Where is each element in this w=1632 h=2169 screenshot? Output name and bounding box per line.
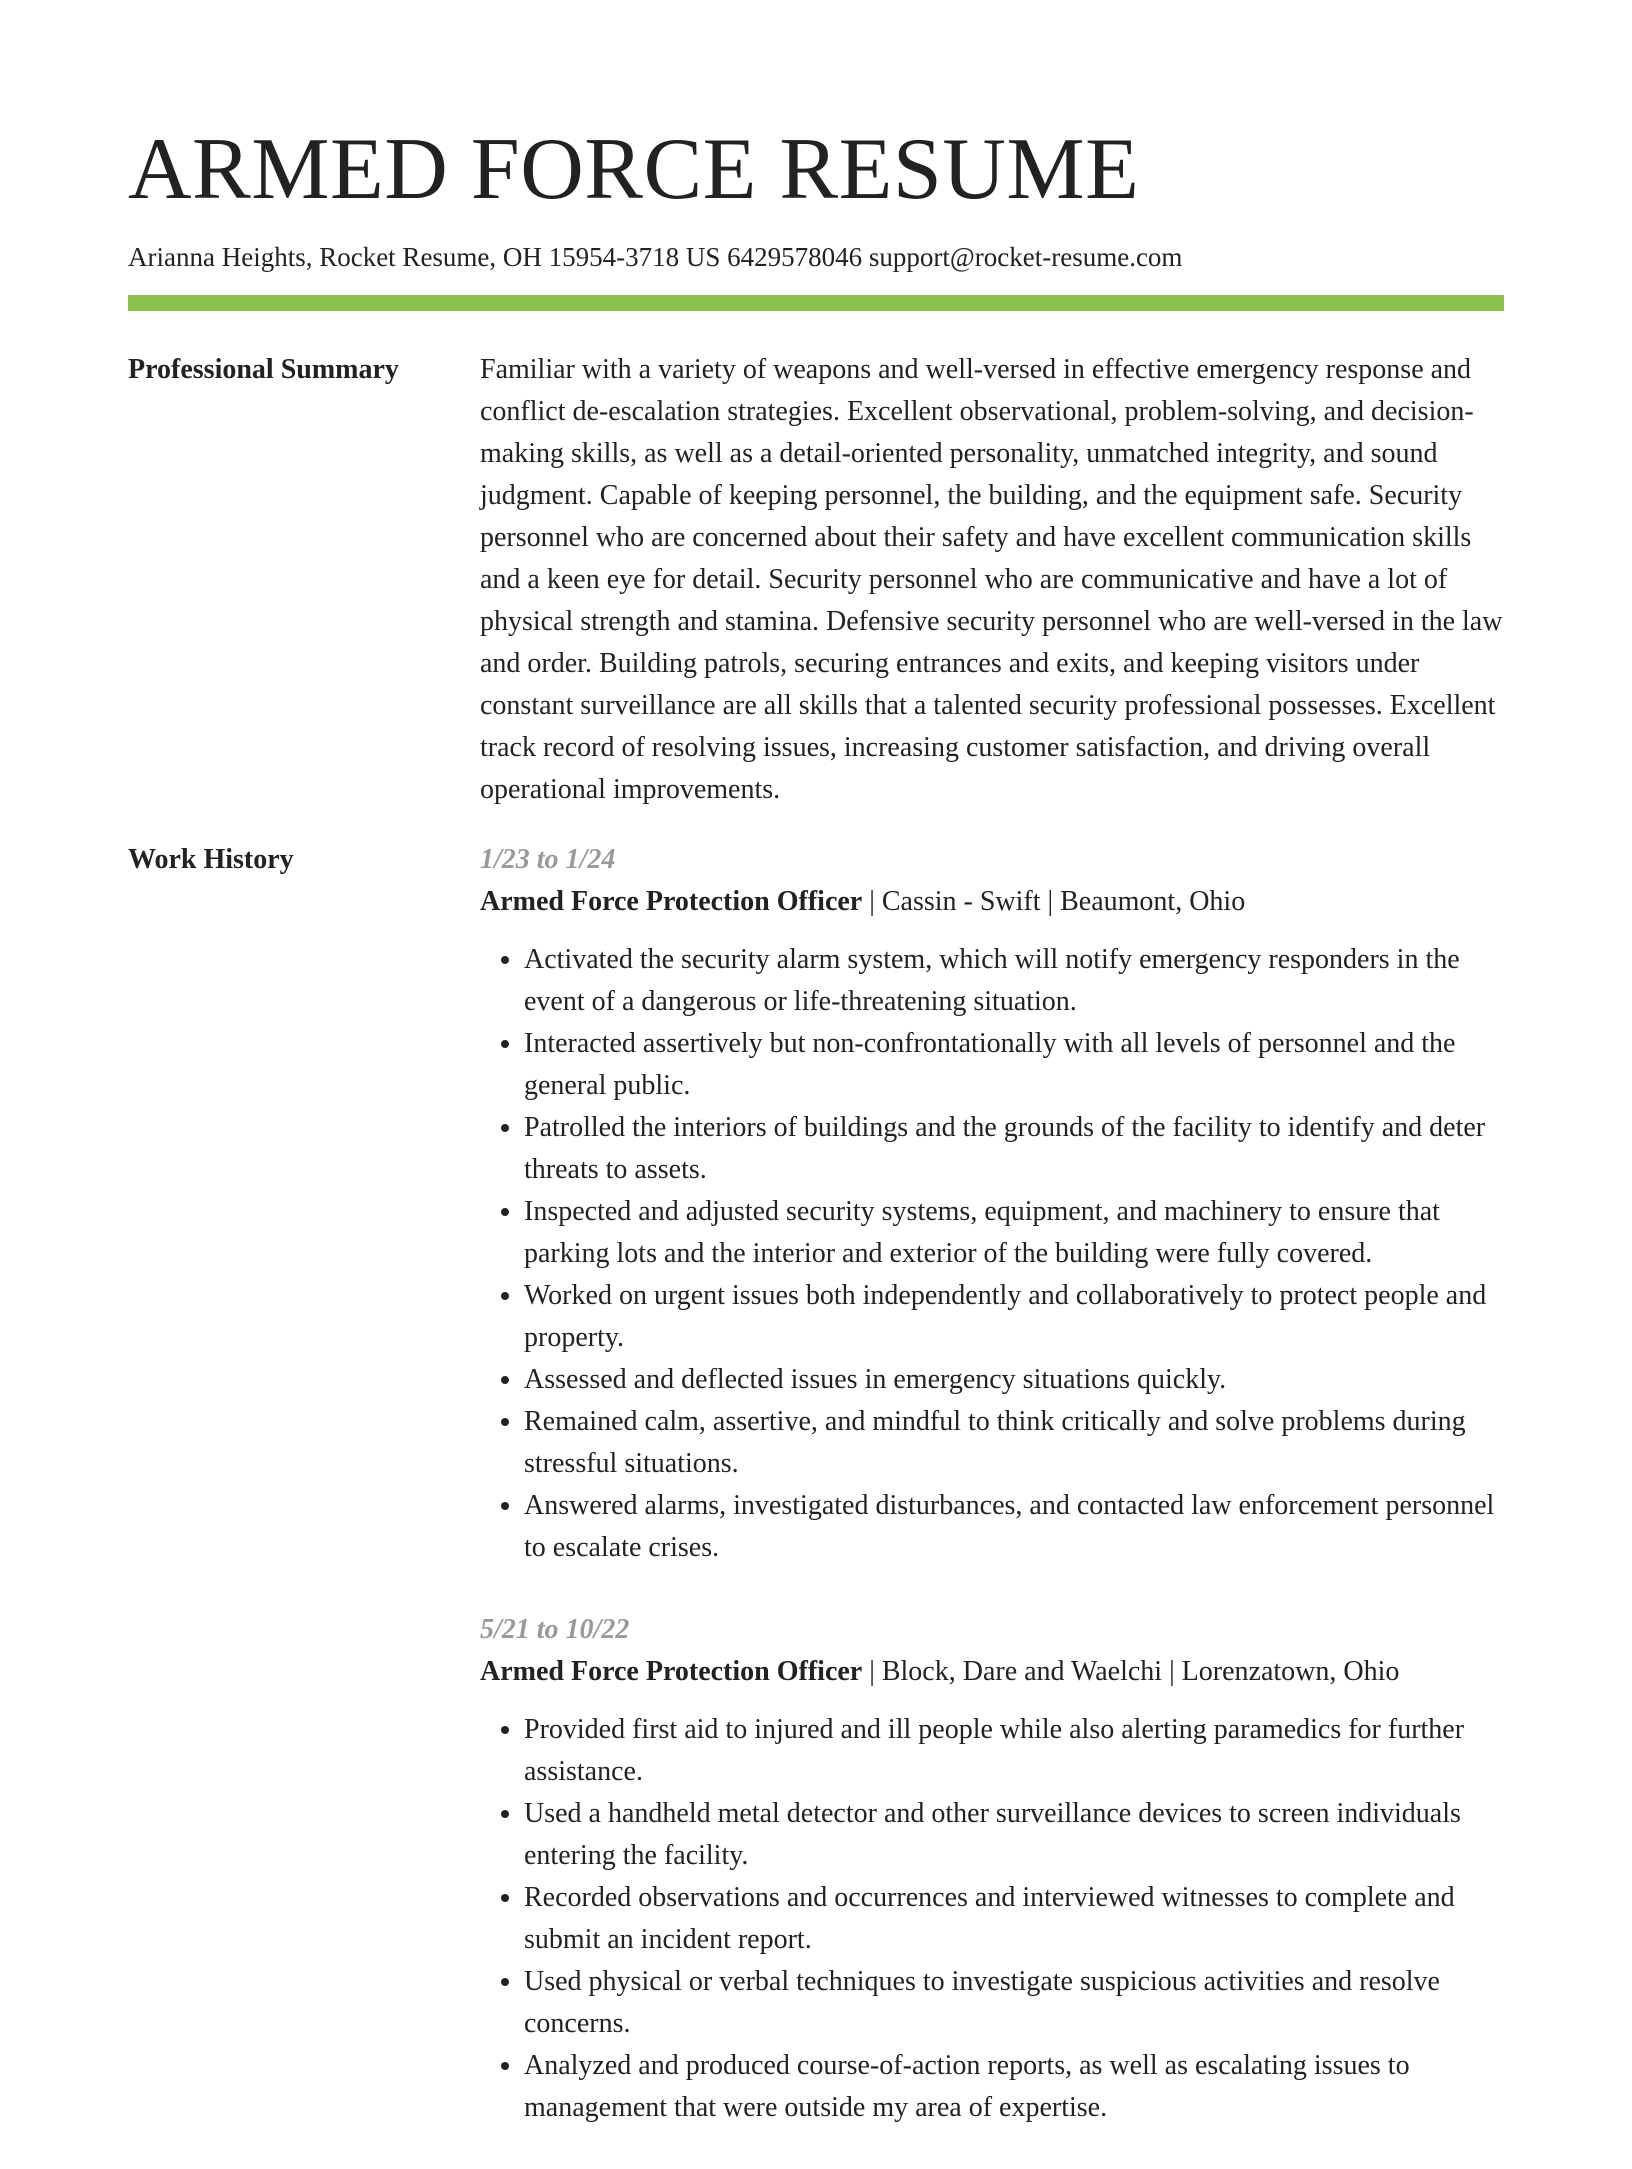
- job-bullet: • Patrolled the interiors of buildings and the grounds of the facility to identify and deter threats to assets.: [524, 1107, 1504, 1191]
- job-entry: [480, 1609, 1504, 2129]
- summary-section: [128, 349, 1504, 811]
- summary-body: [480, 349, 1504, 811]
- job-title: Armed Force Protection Officer: [480, 1656, 863, 1687]
- job-title: Armed Force Protection Officer: [480, 886, 863, 917]
- accent-divider: [128, 295, 1504, 311]
- work-history-section: [128, 839, 1504, 2169]
- job-bullet: • Provided first aid to injured and ill people while also alerting paramedics for further assistance.: [524, 1709, 1504, 1793]
- job-bullet: • Answered alarms, investigated disturbances, and contacted law enforcement personnel to escalate crises.: [524, 1485, 1504, 1569]
- job-bullet: • Worked on urgent issues both independently and collaboratively to protect people and property.: [524, 1275, 1504, 1359]
- job-bullet-list: [480, 939, 1504, 1569]
- job-bullet: • Inspected and adjusted security systems, equipment, and machinery to ensure that parking lots and the interior and exterior of the building were fully covered.: [524, 1191, 1504, 1275]
- contact-line: Arianna Heights, Rocket Resume, OH 15954-3718 US 6429578046 support@rocket-resume.com: [128, 242, 1183, 272]
- job-bullet: • Interacted assertively but non-confrontationally with all levels of personnel and the general public.: [524, 1023, 1504, 1107]
- job-bullet: • Recorded observations and occurrences and interviewed witnesses to complete and submit an incident report.: [524, 1877, 1504, 1961]
- job-bullet: • Used a handheld metal detector and other surveillance devices to screen individuals entering the facility.: [524, 1793, 1504, 1877]
- job-dates: 1/23 to 1/24: [480, 844, 616, 875]
- job-employer-location: | Cassin - Swift | Beaumont, Ohio: [862, 886, 1246, 917]
- job-employer-location: | Block, Dare and Waelchi | Lorenzatown, Ohio: [862, 1656, 1400, 1687]
- summary-text: Familiar with a variety of weapons and well-versed in effective emergency response and conflict de-escalation strategies. Excellent observational, problem-solving, and decision-making skills, as well as a detail-oriented personality, unmatched integrity, and sound judgment. Capable of keeping personnel, the building, and the equipment safe. Security personnel who are concerned about their safety and have excellent communication skills and a keen eye for detail. Security personnel who are communicative and have a lot of physical strength and stamina. Defensive security personnel who are well-versed in the law and order. Building patrols, securing entrances and exits, and keeping visitors under constant surveillance are all skills that a talented security professional possesses. Excellent track record of resolving issues, increasing customer satisfaction, and driving overall operational improvements.: [480, 354, 1503, 805]
- resume-title: ARMED FORCE RESUME: [128, 121, 1140, 218]
- job-heading: [480, 1651, 1504, 1693]
- job-bullet: • Assessed and deflected issues in emergency situations quickly.: [524, 1359, 1504, 1401]
- job-entry: [480, 839, 1504, 1569]
- job-heading: [480, 881, 1504, 923]
- job-bullet: • Remained calm, assertive, and mindful to think critically and solve problems during stressful situations.: [524, 1401, 1504, 1485]
- job-bullet: • Used physical or verbal techniques to investigate suspicious activities and resolve concerns.: [524, 1961, 1504, 2045]
- job-dates: 5/21 to 10/22: [480, 1614, 630, 1645]
- job-bullet: • Activated the security alarm system, which will notify emergency responders in the event of a dangerous or life-threatening situation.: [524, 939, 1504, 1023]
- work-history-body: [480, 839, 1504, 2169]
- job-bullet-list: [480, 1709, 1504, 2129]
- work-history-label: Work History: [128, 844, 294, 875]
- summary-label: Professional Summary: [128, 354, 399, 385]
- job-bullet: • Analyzed and produced course-of-action reports, as well as escalating issues to management that were outside my area of expertise.: [524, 2045, 1504, 2129]
